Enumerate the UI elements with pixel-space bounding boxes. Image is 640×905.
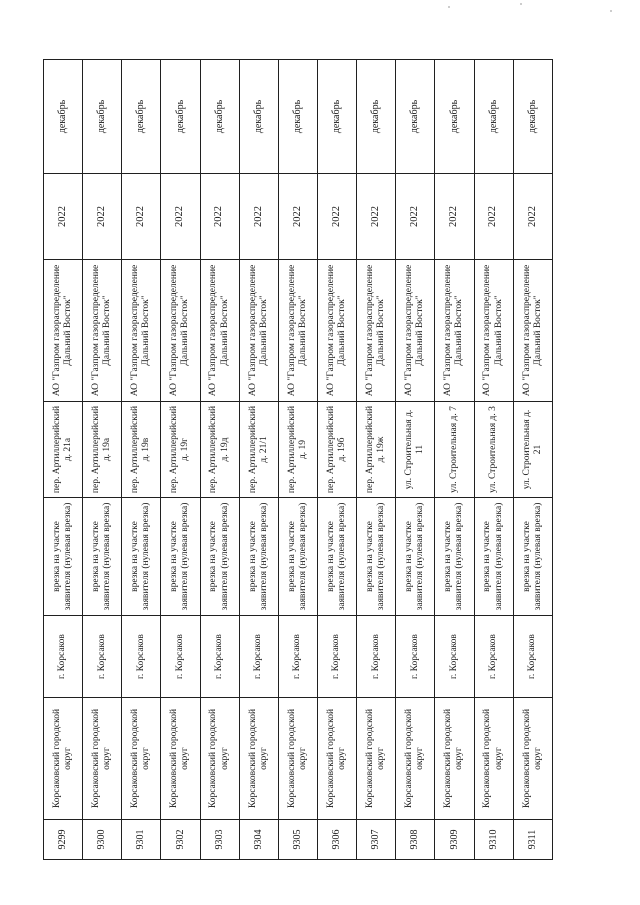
district-cell: Корсаковский городской округ [474,698,513,820]
work-type-cell: врезка на участке заявителя (нулевая врезка) [474,498,513,616]
district-cell: Корсаковский городской округ [239,698,278,820]
address-cell: пер. Артиллерийский д. 19ж [357,402,396,498]
year-cell: 2022 [44,174,83,260]
locality-cell: г. Корсаков [122,616,161,698]
locality-cell: г. Корсаков [357,616,396,698]
organization-cell: АО "Газпром газораспределение Дальний Восток" [239,260,278,402]
month-cell: декабрь [396,60,435,174]
district-cell: Корсаковский городской округ [278,698,317,820]
year-cell: 2022 [200,174,239,260]
organization-cell: АО "Газпром газораспределение Дальний Восток" [44,260,83,402]
table-row [239,60,278,860]
month-cell: декабрь [474,60,513,174]
locality-cell: г. Корсаков [278,616,317,698]
district-cell: Корсаковский городской округ [317,698,356,820]
locality-cell: г. Корсаков [474,616,513,698]
month-cell: декабрь [161,60,200,174]
district-cell: Корсаковский городской округ [161,698,200,820]
district-cell: Корсаковский городской округ [513,698,552,820]
month-cell: декабрь [200,60,239,174]
row-number: 9299 [44,820,83,860]
work-type-cell: врезка на участке заявителя (нулевая врезка) [122,498,161,616]
district-cell: Корсаковский городской округ [357,698,396,820]
row-number: 9301 [122,820,161,860]
month-cell: декабрь [357,60,396,174]
address-cell: пер. Артиллерийский д. 19в [122,402,161,498]
address-cell: пер. Артиллерийский д. 21а [44,402,83,498]
row-number: 9302 [161,820,200,860]
year-cell: 2022 [83,174,122,260]
table-row [278,60,317,860]
organization-cell: АО "Газпром газораспределение Дальний Восток" [200,260,239,402]
locality-cell: г. Корсаков [83,616,122,698]
table-row [474,60,513,860]
month-cell: декабрь [278,60,317,174]
year-cell: 2022 [278,174,317,260]
organization-cell: АО "Газпром газораспределение Дальний Восток" [357,260,396,402]
address-cell: пер. Артиллерийский д. 19 [278,402,317,498]
district-cell: Корсаковский городской округ [122,698,161,820]
year-cell: 2022 [435,174,474,260]
month-cell: декабрь [435,60,474,174]
row-number: 9308 [396,820,435,860]
scan-speck [610,10,612,12]
table-row [513,60,552,860]
address-cell: пер. Артиллерийский д. 19г [161,402,200,498]
year-cell: 2022 [474,174,513,260]
row-number: 9300 [83,820,122,860]
month-cell: декабрь [513,60,552,174]
work-type-cell: врезка на участке заявителя (нулевая врезка) [357,498,396,616]
address-cell: пер. Артиллерийский д. 19а [83,402,122,498]
year-cell: 2022 [317,174,356,260]
work-type-cell: врезка на участке заявителя (нулевая врезка) [161,498,200,616]
row-number: 9305 [278,820,317,860]
month-cell: декабрь [44,60,83,174]
table-row [435,60,474,860]
locality-cell: г. Корсаков [435,616,474,698]
address-cell: ул. Строительная д. 3 [474,402,513,498]
district-cell: Корсаковский городской округ [83,698,122,820]
work-type-cell: врезка на участке заявителя (нулевая врезка) [278,498,317,616]
table-row [396,60,435,860]
district-cell: Корсаковский городской округ [44,698,83,820]
address-cell: пер. Артиллерийский д. 19б [317,402,356,498]
row-number: 9303 [200,820,239,860]
work-type-cell: врезка на участке заявителя (нулевая врезка) [317,498,356,616]
table-row [357,60,396,860]
month-cell: декабрь [122,60,161,174]
organization-cell: АО "Газпром газораспределение Дальний Восток" [474,260,513,402]
table-row [161,60,200,860]
address-cell: пер. Артиллерийский д. 19д [200,402,239,498]
organization-cell: АО "Газпром газораспределение Дальний Восток" [161,260,200,402]
row-number: 9310 [474,820,513,860]
organization-cell: АО "Газпром газораспределение Дальний Восток" [122,260,161,402]
organization-cell: АО "Газпром газораспределение Дальний Восток" [513,260,552,402]
work-type-cell: врезка на участке заявителя (нулевая врезка) [239,498,278,616]
district-cell: Корсаковский городской округ [200,698,239,820]
organization-cell: АО "Газпром газораспределение Дальний Восток" [83,260,122,402]
month-cell: декабрь [317,60,356,174]
rotated-page-content [43,60,553,860]
table-row [200,60,239,860]
work-type-cell: врезка на участке заявителя (нулевая врезка) [513,498,552,616]
organization-cell: АО "Газпром газораспределение Дальний Восток" [278,260,317,402]
work-type-cell: врезка на участке заявителя (нулевая врезка) [44,498,83,616]
work-type-cell: врезка на участке заявителя (нулевая врезка) [83,498,122,616]
table-row [122,60,161,860]
table-row [83,60,122,860]
scan-speck [520,3,522,5]
table-row [44,60,83,860]
work-type-cell: врезка на участке заявителя (нулевая врезка) [396,498,435,616]
organization-cell: АО "Газпром газораспределение Дальний Восток" [396,260,435,402]
locality-cell: г. Корсаков [396,616,435,698]
work-type-cell: врезка на участке заявителя (нулевая врезка) [200,498,239,616]
row-number: 9307 [357,820,396,860]
scan-speck [448,6,450,8]
organization-cell: АО "Газпром газораспределение Дальний Восток" [435,260,474,402]
row-number: 9306 [317,820,356,860]
gasification-schedule-table [43,59,553,860]
year-cell: 2022 [239,174,278,260]
locality-cell: г. Корсаков [513,616,552,698]
year-cell: 2022 [122,174,161,260]
year-cell: 2022 [161,174,200,260]
work-type-cell: врезка на участке заявителя (нулевая врезка) [435,498,474,616]
year-cell: 2022 [513,174,552,260]
locality-cell: г. Корсаков [200,616,239,698]
year-cell: 2022 [357,174,396,260]
locality-cell: г. Корсаков [44,616,83,698]
table-row [317,60,356,860]
address-cell: ул. Строительная д. 7 [435,402,474,498]
row-number: 9309 [435,820,474,860]
address-cell: пер. Артиллерийский д. 21/1 [239,402,278,498]
row-number: 9311 [513,820,552,860]
address-cell: ул. Строительная д. 11 [396,402,435,498]
address-cell: ул. Строительная д. 21 [513,402,552,498]
month-cell: декабрь [239,60,278,174]
row-number: 9304 [239,820,278,860]
locality-cell: г. Корсаков [317,616,356,698]
year-cell: 2022 [396,174,435,260]
organization-cell: АО "Газпром газораспределение Дальний Восток" [317,260,356,402]
district-cell: Корсаковский городской округ [396,698,435,820]
month-cell: декабрь [83,60,122,174]
district-cell: Корсаковский городской округ [435,698,474,820]
locality-cell: г. Корсаков [161,616,200,698]
locality-cell: г. Корсаков [239,616,278,698]
